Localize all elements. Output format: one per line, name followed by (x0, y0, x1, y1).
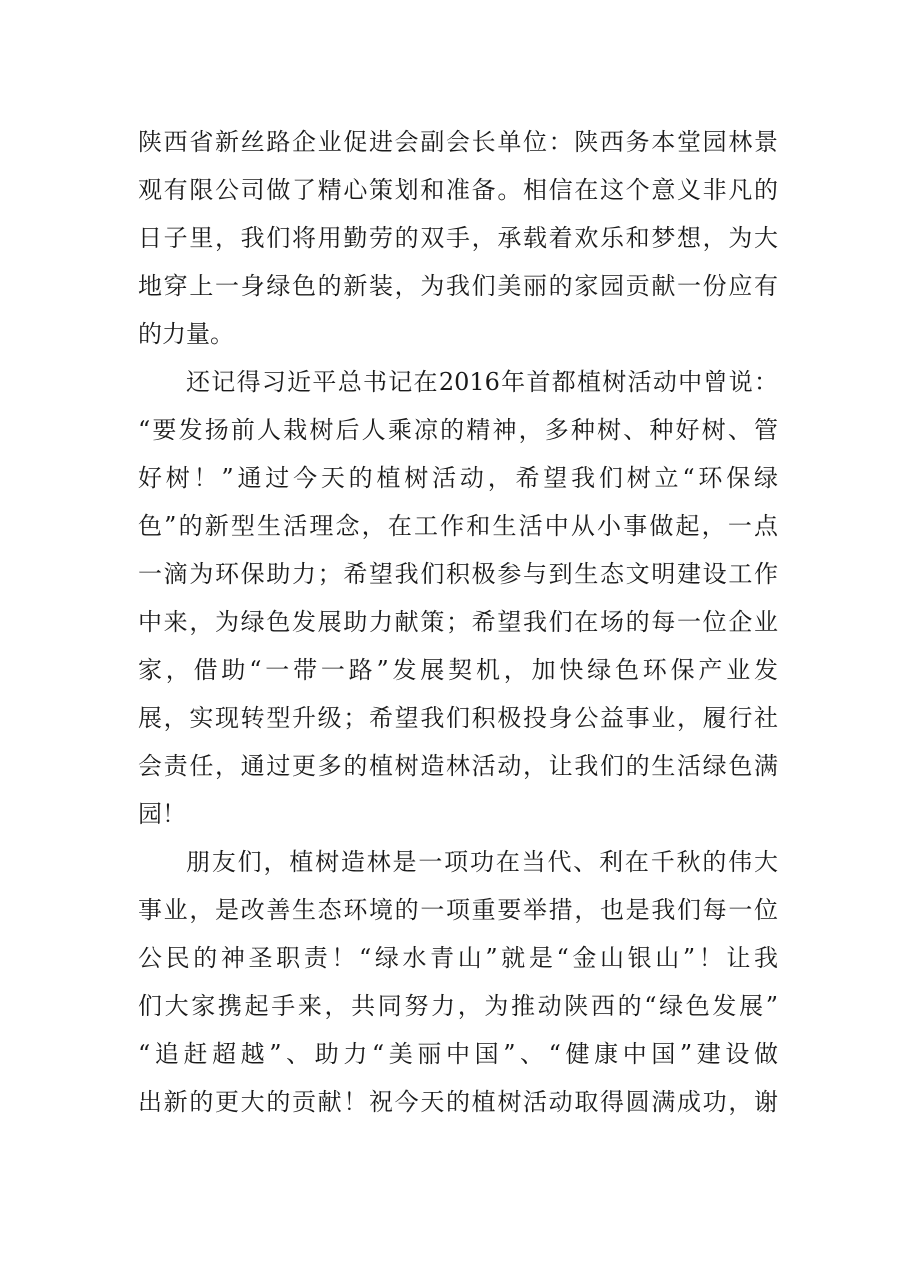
text-line: 还记得习近平总书记在2016年首都植树活动中曾说： (186, 368, 778, 396)
text-line: 色”的新型生活理念，在工作和生活中从小事做起，一点 (138, 512, 778, 540)
text-line: 好树！”通过今天的植树活动，希望我们树立“环保绿 (138, 464, 778, 492)
text-line: 园！ (138, 800, 186, 828)
text-line: 家，借助“一带一路”发展契机，加快绿色环保产业发 (138, 656, 778, 684)
document-body (138, 118, 778, 1126)
text-line: 出新的更大的贡献！祝今天的植树活动取得圆满成功，谢 (138, 1088, 778, 1116)
text-line: 会责任，通过更多的植树造林活动，让我们的生活绿色满 (138, 752, 778, 780)
text-line: 观有限公司做了精心策划和准备。相信在这个意义非凡的 (138, 176, 778, 204)
text-line: 展，实现转型升级；希望我们积极投身公益事业，履行社 (138, 704, 778, 732)
text-line: 的力量。 (138, 320, 234, 348)
text-line: 中来，为绿色发展助力献策；希望我们在场的每一位企业 (138, 608, 778, 636)
text-line: 陕西省新丝路企业促进会副会长单位：陕西务本堂园林景 (138, 128, 778, 156)
text-line: 们大家携起手来，共同努力，为推动陕西的“绿色发展” (138, 992, 778, 1020)
text-line: 日子里，我们将用勤劳的双手，承载着欢乐和梦想，为大 (138, 224, 778, 252)
text-line: “要发扬前人栽树后人乘凉的精神，多种树、种好树、管 (138, 416, 778, 444)
text-line: 一滴为环保助力；希望我们积极参与到生态文明建设工作 (138, 560, 778, 588)
text-line: “追赶超越”、助力“美丽中国”、“健康中国”建设做 (138, 1040, 778, 1068)
text-line: 朋友们，植树造林是一项功在当代、利在千秋的伟大 (186, 848, 778, 876)
text-line: 事业，是改善生态环境的一项重要举措，也是我们每一位 (138, 896, 778, 924)
text-line: 地穿上一身绿色的新装，为我们美丽的家园贡献一份应有 (138, 272, 778, 300)
text-line: 公民的神圣职责！“绿水青山”就是“金山银山”！让我 (138, 944, 778, 972)
